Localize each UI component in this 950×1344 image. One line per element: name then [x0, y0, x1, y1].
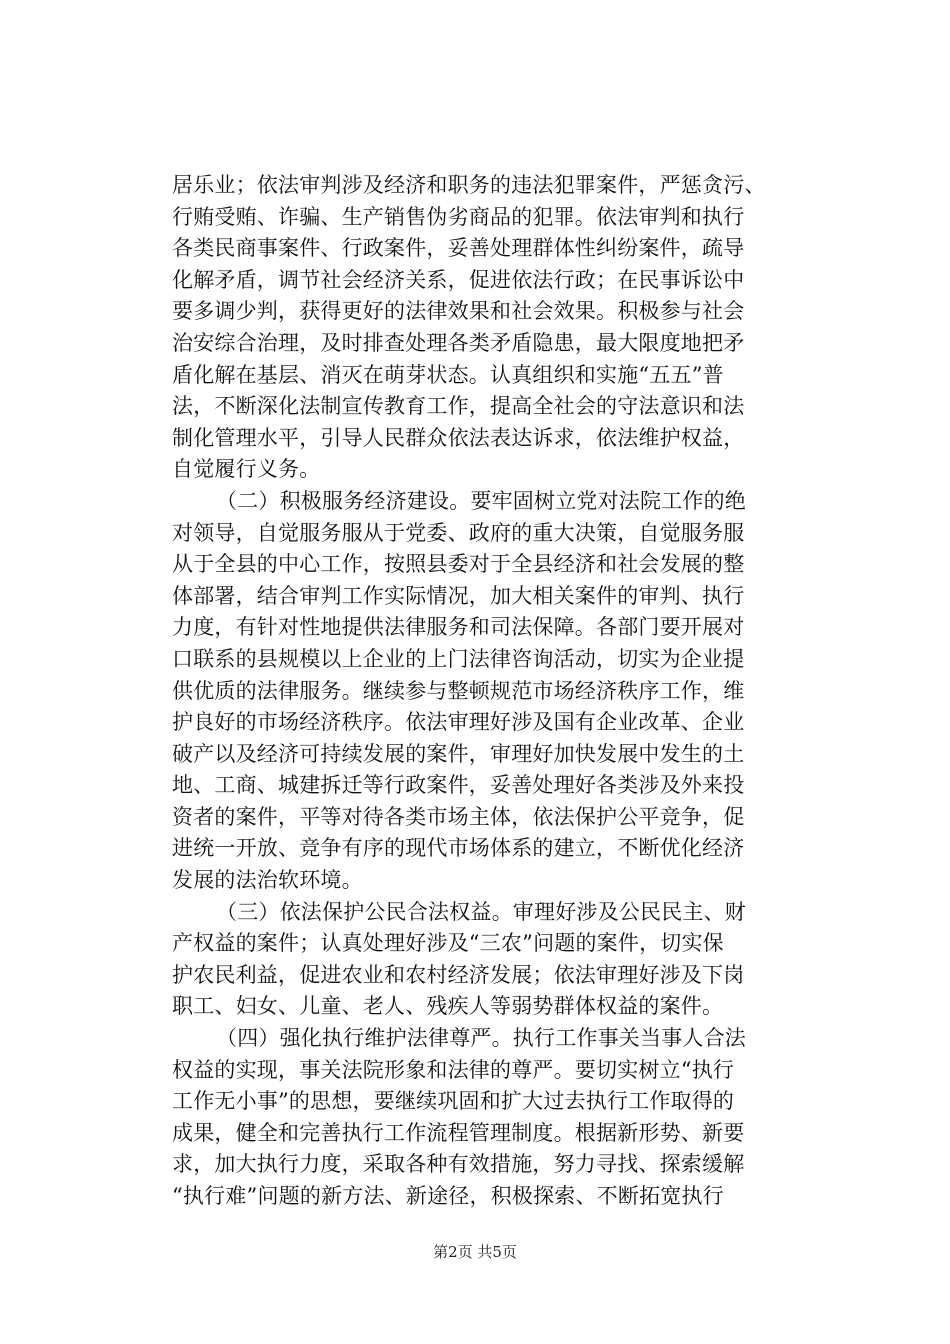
text-line: 体部署，结合审判工作实际情况，加大相关案件的审判、执行 — [172, 583, 745, 608]
text-line: 行贿受贿、诈骗、生产销售伪劣商品的犯罪。依法审判和执行 — [172, 204, 745, 229]
text-line: 护农民利益，促进农业和农村经济发展；依法审理好涉及下岗 — [172, 962, 745, 987]
text-line: 求，加大执行力度，采取各种有效措施，努力寻找、探索缓解 — [172, 1152, 745, 1177]
text-line: “执行难”问题的新方法、新途径，积极探索、不断拓宽执行 — [172, 1184, 724, 1208]
text-line: 力度，有针对性地提供法律服务和司法保障。各部门要开展对 — [172, 615, 745, 640]
text-line: 口联系的县规模以上企业的上门法律咨询活动，切实为企业提 — [172, 646, 745, 671]
text-line: 工作无小事”的思想，要继续巩固和扩大过去执行工作取得的 — [172, 1089, 735, 1114]
text-line: 发展的法治软环境。 — [172, 868, 363, 893]
text-line: 资者的案件，平等对待各类市场主体，依法保护公平竞争，促 — [172, 804, 745, 829]
text-line: 制化管理水平，引导人民群众依法表达诉求，依法维护权益， — [172, 425, 745, 450]
text-line: 护良好的市场经济秩序。依法审理好涉及国有企业改革、企业 — [172, 710, 745, 735]
text-line: 要多调少判，获得更好的法律效果和社会效果。积极参与社会 — [172, 299, 745, 324]
text-line: 各类民商事案件、行政案件，妥善处理群体性纠纷案件，疏导 — [172, 236, 745, 261]
text-line: 治安综合治理，及时排查处理各类矛盾隐患，最大限度地把矛 — [172, 330, 745, 355]
section-heading-line: （二）积极服务经济建设。要牢固树立党对法院工作的绝 — [216, 488, 746, 513]
text-line: 法，不断深化法制宣传教育工作，提高全社会的守法意识和法 — [172, 394, 745, 419]
section-heading-line: （三）依法保护公民合法权益。审理好涉及公民民主、财 — [216, 899, 746, 924]
text-line: 盾化解在基层、消灭在萌芽状态。认真组织和实施“五五”普 — [172, 362, 724, 387]
text-line: 地、工商、城建拆迁等行政案件，妥善处理好各类涉及外来投 — [172, 773, 745, 798]
text-line: 供优质的法律服务。继续参与整顿规范市场经济秩序工作，维 — [172, 678, 745, 703]
text-line: 自觉履行义务。 — [172, 457, 321, 482]
text-line: 化解矛盾，调节社会经济关系，促进依法行政；在民事诉讼中 — [172, 267, 745, 292]
text-line: 权益的实现，事关法院形象和法律的尊严。要切实树立“执行 — [172, 1057, 735, 1082]
text-line: 破产以及经济可持续发展的案件，审理好加快发展中发生的土 — [172, 741, 745, 766]
text-line: 产权益的案件；认真处理好涉及“三农”问题的案件，切实保 — [172, 931, 724, 956]
text-line: 居乐业；依法审判涉及经济和职务的违法犯罪案件，严惩贪污、 — [172, 173, 766, 197]
text-line: 职工、妇女、儿童、老人、残疾人等弱势群体权益的案件。 — [172, 994, 724, 1019]
page-footer: 第2页 共5页 — [433, 1243, 517, 1261]
section-heading-line: （四）强化执行维护法律尊严。执行工作事关当事人合法 — [216, 1026, 746, 1051]
text-line: 从于全县的中心工作，按照县委对于全县经济和社会发展的整 — [172, 552, 745, 577]
text-line: 进统一开放、竞争有序的现代市场体系的建立，不断优化经济 — [172, 836, 745, 861]
body-text — [172, 170, 832, 1213]
text-line: 成果，健全和完善执行工作流程管理制度。根据新形势、新要 — [172, 1120, 745, 1145]
text-line: 对领导，自觉服务服从于党委、政府的重大决策，自觉服务服 — [172, 520, 745, 545]
